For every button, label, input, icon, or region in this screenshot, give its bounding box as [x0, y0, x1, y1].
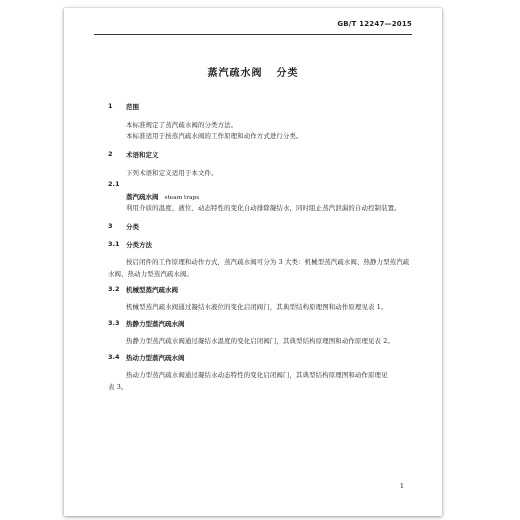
section-2-1-number: 2.1 [108, 180, 120, 188]
term-english: steam traps [164, 195, 200, 201]
section-3-1-paragraph-line-2: 水阀、热动力型蒸汽疏水阀。 [108, 270, 194, 278]
section-3-2-heading: 机械型蒸汽疏水阀 [126, 286, 178, 294]
section-2-number: 2 [108, 150, 113, 158]
section-3-1-number: 3.1 [108, 240, 120, 248]
standard-code: GB/T 12247—2015 [337, 20, 412, 28]
section-2-paragraph-1: 下列术语和定义适用于本文件。 [126, 169, 218, 177]
section-3-number: 3 [108, 222, 113, 230]
term-entry [126, 192, 199, 201]
section-3-4-heading: 热动力型蒸汽疏水阀 [126, 354, 185, 362]
document-title-main: 蒸汽疏水阀 [207, 68, 263, 79]
section-3-3-paragraph: 热静力型蒸汽疏水阀通过凝结水温度的变化启闭阀门，其典型结构原理图和动作原理见表 2。 [126, 337, 395, 345]
section-1-heading: 范围 [126, 103, 139, 111]
header-rule [94, 34, 412, 35]
document-title-sub: 分类 [276, 68, 299, 79]
page-number: 1 [399, 482, 404, 490]
document-page [64, 8, 442, 516]
section-3-1-heading: 分类方法 [126, 241, 152, 249]
section-3-3-heading: 热静力型蒸汽疏水阀 [126, 320, 185, 328]
section-3-3-number: 3.3 [108, 319, 120, 327]
section-3-2-paragraph: 机械型蒸汽疏水阀通过凝结水液位的变化启闭阀门，其典型结构原理图和动作原理见表 1。 [126, 303, 388, 311]
section-1-number: 1 [108, 102, 113, 110]
section-3-1-paragraph-line-1: 按启闭件的工作原理和动作方式，蒸汽疏水阀可分为 3 大类：机械型蒸汽疏水阀、热静力型蒸汽疏 [126, 258, 410, 266]
section-3-heading: 分类 [126, 223, 139, 231]
term-definition: 利用介质的温度、液位、动态特性的变化自动排除凝结水，同时阻止蒸汽泄漏的自动控制装置。 [126, 204, 401, 212]
section-3-4-number: 3.4 [108, 353, 120, 361]
section-3-4-paragraph-line-1: 热动力型蒸汽疏水阀通过凝结水动态特性的变化启闭阀门，其典型结构原理图和动作原理见 [126, 371, 388, 379]
section-1-paragraph-1: 本标准规定了蒸汽疏水阀的分类方法。 [126, 121, 238, 129]
document-title [64, 64, 442, 79]
section-3-2-number: 3.2 [108, 285, 120, 293]
section-2-heading: 术语和定义 [126, 151, 159, 159]
term-chinese: 蒸汽疏水阀 [126, 193, 159, 201]
section-1-paragraph-2: 本标准适用于按蒸汽疏水阀的工作原理和动作方式进行分类。 [126, 132, 303, 140]
section-3-4-paragraph-line-2: 表 3。 [108, 383, 128, 391]
